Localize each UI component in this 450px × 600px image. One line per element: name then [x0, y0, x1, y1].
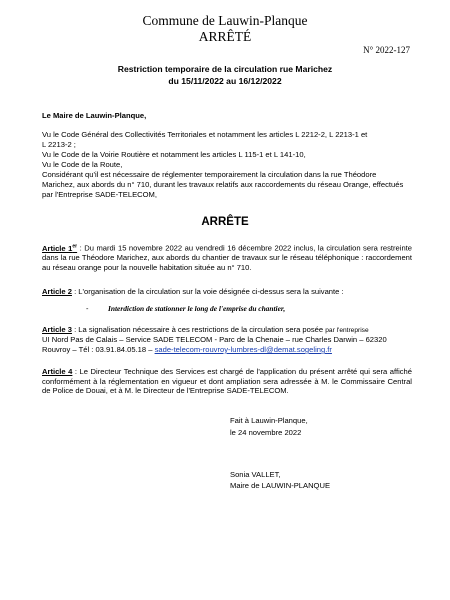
- considering-b: Marichez, aux abords du n° 710, durant les travaux relatifs aux raccordements du réseau Orange, effectués: [42, 180, 404, 189]
- article-2-label: Article 2: [42, 287, 72, 296]
- decree-number: N° 2022-127: [363, 45, 410, 55]
- article-2-bullet: [86, 304, 285, 313]
- article-3-text-a: : La signalisation nécessaire à ces restrictions de la circulation sera posée: [71, 325, 326, 334]
- arrete-title: ARRÊTE: [201, 216, 249, 228]
- article-1-text: : Du mardi 15 novembre 2022 au vendredi 16 décembre 2022 inclus, la circulation sera restreinte dans la rue Théodore Marichez, aux abords du chantier de travaux sur le réseau téléphonique : raccordement au réseau orange pour la nouvelle habitation située au n° 710.: [42, 243, 412, 272]
- bullet-dash: -: [86, 304, 89, 313]
- article-3-line-1: [42, 325, 412, 336]
- article-2: [42, 287, 412, 297]
- vu-cgct-a: Vu le Code Général des Collectivités Territoriales et notamment les articles L 2212-2, L 2213-1 et: [42, 130, 368, 139]
- considering-c: par l'Entreprise SADE-TELECOM,: [42, 190, 157, 199]
- arrete-heading: ARRÊTÉ: [198, 29, 252, 44]
- article-3-line-2: UI Nord Pas de Calais – Service SADE TELECOM - Parc de la Chenaie – rue Charles Darwin – 62320: [42, 335, 387, 344]
- article-1: [42, 242, 412, 272]
- article-3-phone: Rouvroy – Tél : 03.91.84.05.18 –: [42, 345, 155, 354]
- contact-email-link[interactable]: sade-telecom-rouvroy-lumbres-dl@demat.sogeling.fr: [154, 345, 332, 354]
- signatory-title: Maire de LAUWIN-PLANQUE: [230, 481, 331, 490]
- closing-date: le 24 novembre 2022: [230, 428, 302, 437]
- signatory-name: Sonia VALLET,: [230, 470, 281, 479]
- vu-route: Vu le Code de la Route,: [42, 160, 123, 169]
- article-2-text: : L'organisation de la circulation sur la voie désignée ci-dessus sera la suivante :: [71, 287, 344, 296]
- mayor-line: Le Maire de Lauwin-Planque,: [42, 111, 147, 120]
- bullet-text: Interdiction de stationner le long de l'emprise du chantier,: [108, 304, 286, 313]
- subject-line-2: du 15/11/2022 au 16/12/2022: [168, 76, 282, 86]
- subject-line-1: Restriction temporaire de la circulation rue Marichez: [117, 64, 333, 74]
- article-3-label: Article 3: [42, 325, 72, 334]
- vu-cgct-b: L 2213-2 ;: [42, 140, 76, 149]
- article-4-label: Article 4: [42, 367, 73, 376]
- considering-a: Considérant qu'il est nécessaire de réglementer temporairement la circulation dans la rue Théodore: [42, 170, 377, 179]
- article-3-line-3: [42, 345, 412, 355]
- article-4-text: : Le Directeur Technique des Services est chargé de l'application du présent arrêté qui sera affiché conformément à la réglementation en vigueur et dont ampliation sera adressée à M. le Commissaire Central de Police de Douai, et à M. le Directeur de l'Entreprise SADE-TELECOM.: [42, 367, 412, 396]
- commune-title: Commune de Lauwin-Planque: [142, 13, 308, 28]
- article-4: [42, 367, 412, 396]
- vu-voirie: Vu le Code de la Voirie Routière et notamment les articles L 115-1 et L 141-10,: [42, 150, 306, 159]
- closing-place: Fait à Lauwin-Planque,: [230, 416, 308, 425]
- article-3-text-b: par l'entreprise: [325, 327, 369, 334]
- article-1-label: Article 1er: [42, 243, 78, 253]
